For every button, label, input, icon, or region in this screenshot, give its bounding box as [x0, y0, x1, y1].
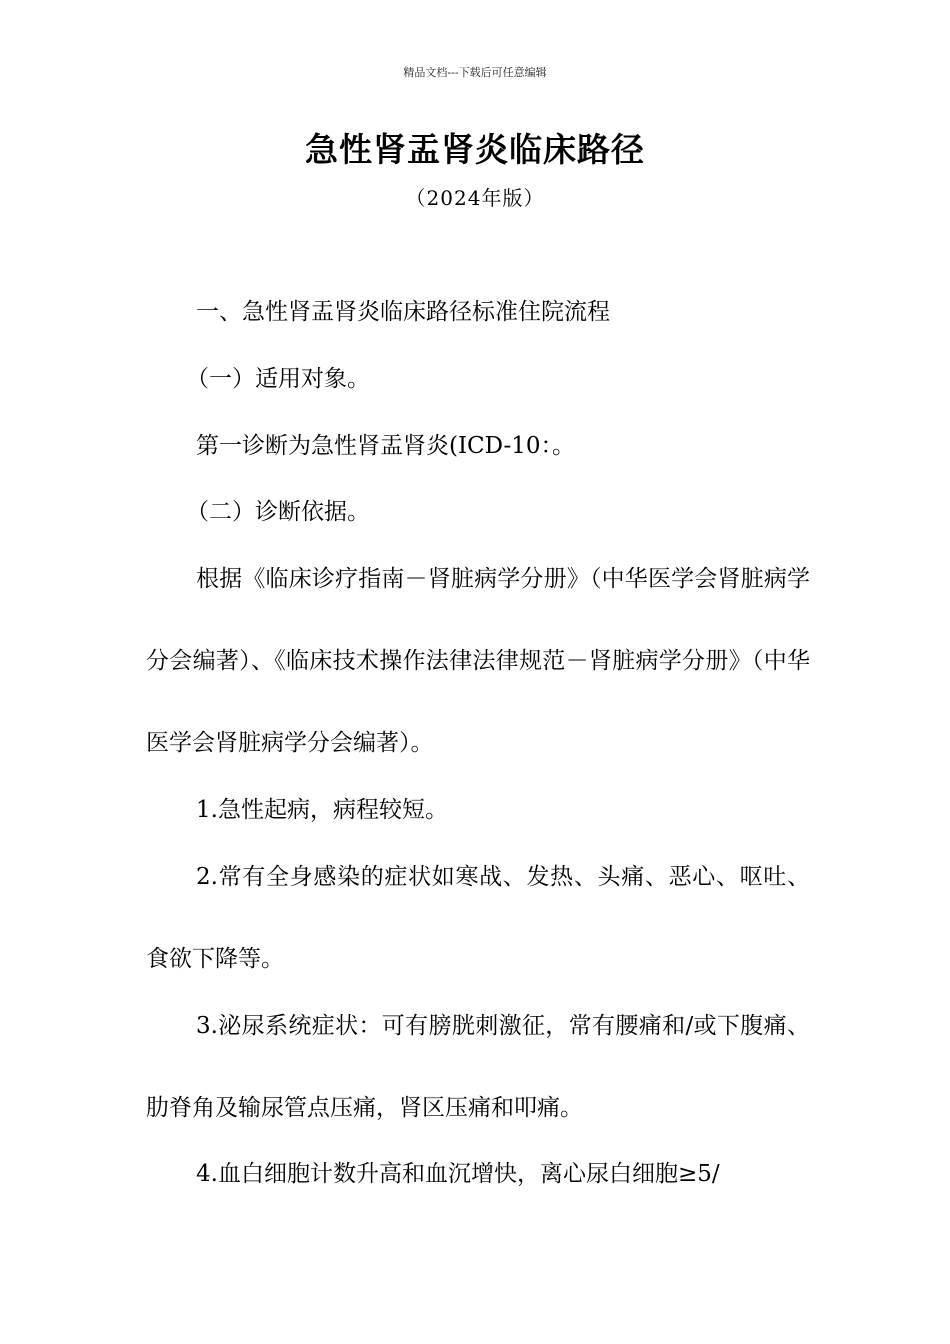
- subsection-heading: （一）适用对象。: [186, 366, 370, 392]
- body-text-item1: [146, 794, 810, 826]
- section-heading: 一、急性肾盂肾炎临床路径标准住院流程: [196, 299, 610, 325]
- list-item: 3.泌尿系统症状：可有膀胱刺激征，常有腰痛和/或下腹痛、肋脊角及输尿管点压痛，肾区压痛和叩痛。: [146, 1013, 810, 1121]
- body-text-sub1: [146, 363, 810, 395]
- list-item: 4.血白细胞计数升高和血沉增快，离心尿白细胞≥5/: [196, 1161, 720, 1187]
- list-item: 2.常有全身感染的症状如寒战、发热、头痛、恶心、呕吐、食欲下降等。: [146, 864, 810, 972]
- paragraph: 根据《临床诊疗指南－肾脏病学分册》（中华医学会肾脏病学分会编著）、《临床技术操作法律法律规范－肾脏病学分册》（中华医学会肾脏病学分会编著）。: [146, 566, 810, 756]
- body-text: [146, 296, 810, 328]
- body-text-p1: [146, 430, 810, 462]
- paragraph: 第一诊断为急性肾盂肾炎(ICD-10：。: [196, 433, 576, 459]
- document-title: 急性肾盂肾炎临床路径: [305, 130, 645, 169]
- document-subtitle: （2024年版）: [405, 186, 545, 210]
- body-text-item4: [146, 1158, 810, 1190]
- header-note: 精品文档---下载后可任意编辑: [403, 66, 547, 79]
- body-text-p2: [146, 563, 810, 759]
- list-item: 1.急性起病，病程较短。: [196, 797, 448, 823]
- subsection-heading: （二）诊断依据。: [186, 499, 370, 525]
- body-text-item2: [146, 861, 810, 975]
- body-text-sub2: [146, 496, 810, 528]
- body-text-item3: [146, 1010, 810, 1124]
